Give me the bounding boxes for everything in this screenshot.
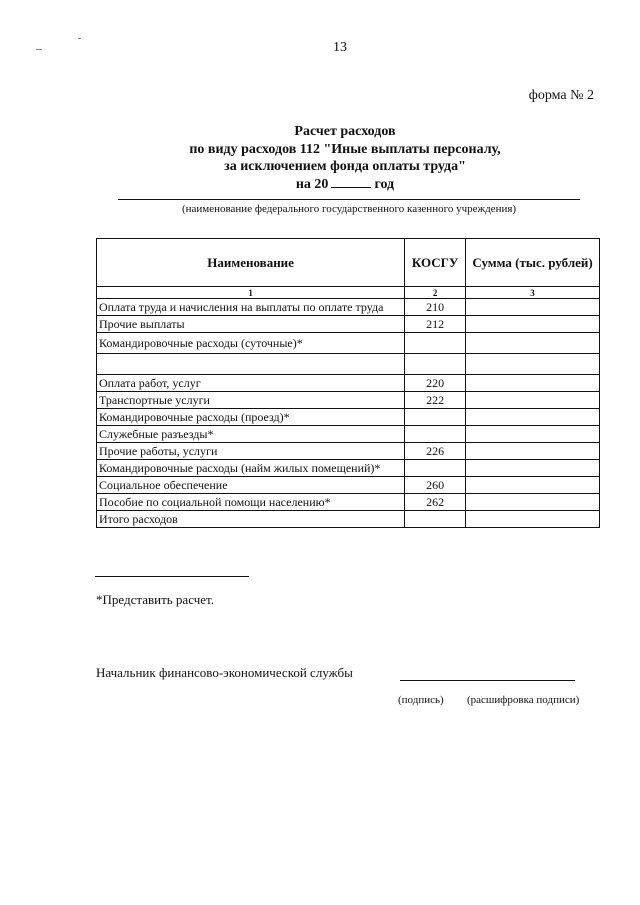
row-code (405, 511, 466, 528)
row-sum (466, 392, 600, 409)
row-sum (466, 443, 600, 460)
expense-table (96, 238, 600, 528)
row-code: 222 (405, 392, 466, 409)
signature-caption: (подпись) (398, 694, 444, 706)
row-code (405, 409, 466, 426)
row-sum (466, 316, 600, 333)
row-code: 260 (405, 477, 466, 494)
year-suffix: год (374, 177, 395, 192)
table-row (97, 443, 600, 460)
table-row (97, 409, 600, 426)
title-line-1: Расчет расходов (294, 124, 396, 139)
table-header-row (97, 239, 600, 287)
row-code: 220 (405, 375, 466, 392)
row-sum (466, 333, 600, 354)
row-name: Итого расходов (97, 511, 405, 528)
row-name: Оплата труда и начисления на выплаты по оплате труда (97, 299, 405, 316)
row-sum (466, 460, 600, 477)
year-prefix: на 20 (295, 177, 329, 192)
table-row (97, 375, 600, 392)
column-number-row (97, 287, 600, 299)
row-code (405, 426, 466, 443)
signatory-position: Начальник финансово-экономической службы (96, 665, 353, 680)
header-name: Наименование (97, 239, 405, 287)
row-name: Пособие по социальной помощи населению* (97, 494, 405, 511)
signature-line (400, 680, 575, 681)
row-name: Командировочные расходы (проезд)* (97, 409, 405, 426)
table-row (97, 460, 600, 477)
institution-name-line (118, 199, 580, 200)
institution-caption: (наименование федерального государственного казенного учреждения) (181, 203, 517, 215)
row-name: Командировочные расходы (суточные)* (97, 333, 405, 354)
page-number: 13 (333, 40, 347, 55)
row-name: Оплата работ, услуг (97, 375, 405, 392)
table-row (97, 494, 600, 511)
row-sum (466, 511, 600, 528)
column-number: 3 (466, 287, 600, 299)
row-name: Прочие работы, услуги (97, 443, 405, 460)
row-name: Социальное обеспечение (97, 477, 405, 494)
row-code: 226 (405, 443, 466, 460)
table-row (97, 333, 600, 354)
column-number: 1 (97, 287, 405, 299)
row-sum (466, 354, 600, 375)
row-code (405, 460, 466, 477)
row-code: 210 (405, 299, 466, 316)
row-name (97, 354, 405, 375)
table-row (97, 392, 600, 409)
row-code (405, 333, 466, 354)
title-line-2: по виду расходов 112 "Иные выплаты персоналу, (189, 142, 501, 157)
year-blank (331, 175, 371, 188)
footnote: *Представить расчет. (96, 592, 214, 607)
row-sum (466, 494, 600, 511)
row-sum (466, 409, 600, 426)
scan-speck (78, 38, 81, 39)
table-row (97, 426, 600, 443)
header-sum: Сумма (тыс. рублей) (466, 239, 600, 287)
title-line-3: за исключением фонда оплаты труда" (224, 159, 466, 174)
row-sum (466, 299, 600, 316)
row-name: Прочие выплаты (97, 316, 405, 333)
table-row (97, 354, 600, 375)
form-label: форма № 2 (528, 88, 594, 103)
row-code: 262 (405, 494, 466, 511)
table-row (97, 316, 600, 333)
table-row-total (97, 511, 600, 528)
signature-decode-caption: (расшифровка подписи) (467, 694, 580, 706)
table-row (97, 477, 600, 494)
header-kosgu: КОСГУ (405, 239, 466, 287)
row-sum (466, 477, 600, 494)
column-number: 2 (405, 287, 466, 299)
row-name: Транспортные услуги (97, 392, 405, 409)
row-sum (466, 375, 600, 392)
footnote-separator (95, 576, 249, 577)
row-sum (466, 426, 600, 443)
table-row (97, 299, 600, 316)
row-name: Служебные разъезды* (97, 426, 405, 443)
title-year-line (0, 175, 640, 193)
row-name: Командировочные расходы (найм жилых помещений)* (97, 460, 405, 477)
row-code (405, 354, 466, 375)
row-code: 212 (405, 316, 466, 333)
